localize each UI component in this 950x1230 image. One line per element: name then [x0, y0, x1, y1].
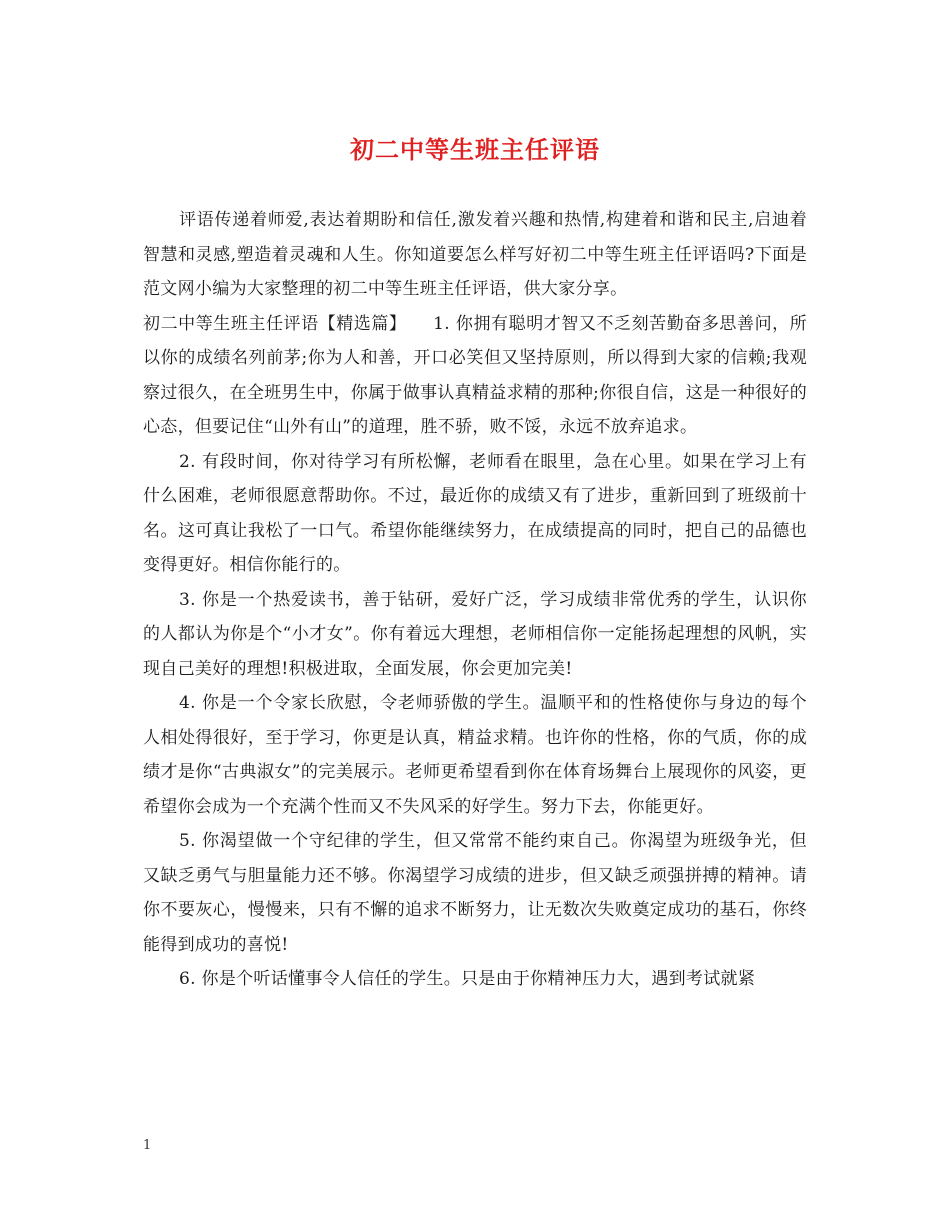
comment-item-4: 4. 你是一个令家长欣慰，令老师骄傲的学生。温顺平和的性格使你与身边的每个人相处得很好，至于学习，你更是认真，精益求精。也许你的性格，你的气质，你的成绩才是你“古典淑女”的完美展示。老师更希望看到你在体育场舞台上展现你的风姿，更希望你会成为一个充满个性而又不失风采的好学生。努力下去，你能更好。 [143, 693, 807, 817]
document-title: 初二中等生班主任评语 [350, 135, 600, 164]
intro-paragraph: 评语传递着师爱,表达着期盼和信任,激发着兴趣和热情,构建着和谐和民主,启迪着智慧和灵感,塑造着灵魂和人生。你知道要怎么样写好初二中等生班主任评语吗?下面是范文网小编为大家整理的初二中等生班主任评语，供大家分享。 [143, 210, 807, 299]
section-heading-paragraph: 初二中等生班主任评语【精选篇】 1. 你拥有聪明才智又不乏刻苦勤奋多思善问，所以你的成绩名列前茅;你为人和善，开口必笑但又坚持原则，所以得到大家的信赖;我观察过很久，在全班男生中，你属于做事认真精益求精的那种;你很自信，这是一种很好的心态，但要记住“山外有山”的道理，胜不骄，败不馁，永远不放弃追求。 [143, 313, 807, 437]
page-number: 1 [143, 1138, 152, 1153]
document-body [143, 203, 807, 997]
comment-item-5: 5. 你渴望做一个守纪律的学生，但又常常不能约束自己。你渴望为班级争光，但又缺乏勇气与胆量能力还不够。你渴望学习成绩的进步，但又缺乏顽强拼搏的精神。请你不要灰心，慢慢来，只有不懈的追求不断努力，让无数次失败奠定成功的基石，你终能得到成功的喜悦! [143, 831, 807, 955]
comment-item-3: 3. 你是一个热爱读书，善于钻研，爱好广泛，学习成绩非常优秀的学生，认识你的人都认为你是个“小才女”。你有着远大理想，老师相信你一定能扬起理想的风帆，实现自己美好的理想!积极进取，全面发展，你会更加完美! [143, 589, 807, 679]
comment-item-6: 6. 你是个听话懂事令人信任的学生。只是由于你精神压力大，遇到考试就紧 [179, 969, 756, 989]
comment-item-2: 2. 有段时间，你对待学习有所松懈，老师看在眼里，急在心里。如果在学习上有什么困难，老师很愿意帮助你。不过，最近你的成绩又有了进步，重新回到了班级前十名。这可真让我松了一口气。希望你能继续努力，在成绩提高的同时，把自己的品德也变得更好。相信你能行的。 [143, 451, 807, 575]
